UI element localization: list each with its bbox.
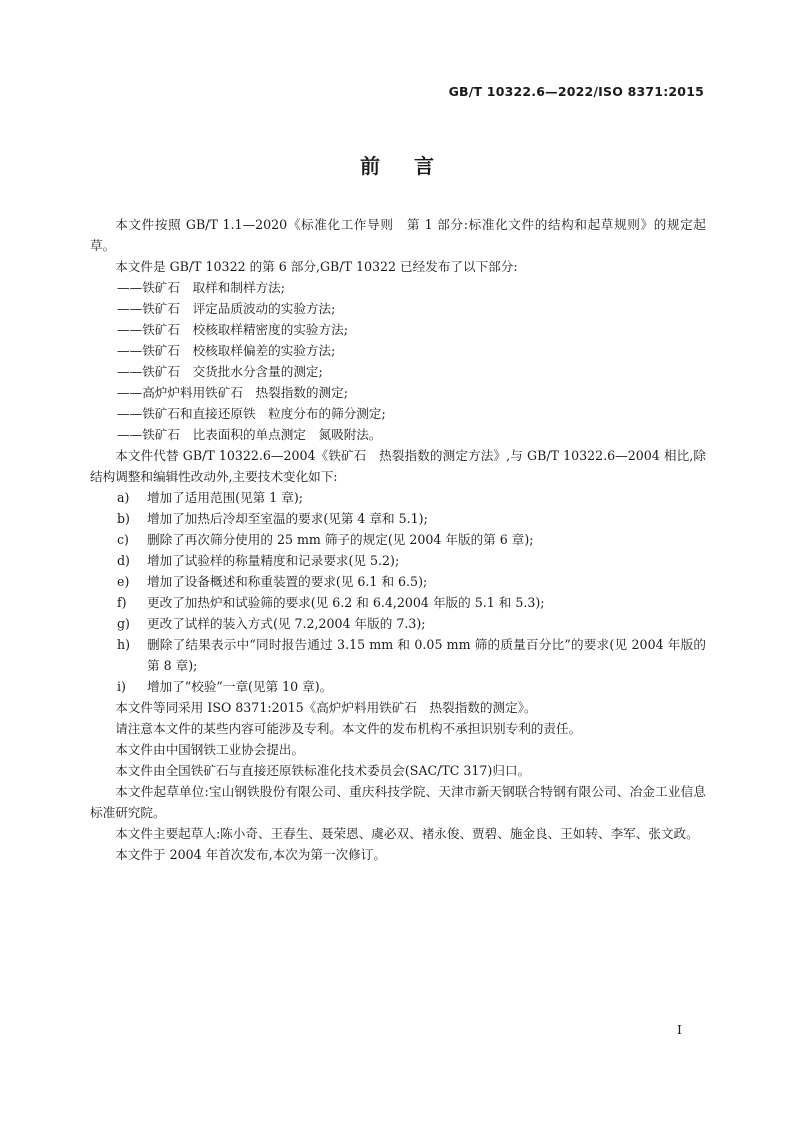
paragraph: 本文件按照 GB/T 1.1—2020《标准化工作导则 第 1 部分:标准化文件的结构和起草规则》的规定起草。 (90, 217, 706, 253)
change-text: 增加了“校验”一章(见第 10 章)。 (147, 679, 333, 694)
change-label: c) (117, 532, 129, 547)
change-item (90, 487, 706, 508)
change-item (90, 634, 706, 676)
change-item (90, 613, 706, 634)
paragraph: 本文件主要起草人:陈小奇、王春生、聂荣恩、虞必双、褚永俊、贾碧、施金良、王如转、李军、张文政。 (115, 826, 699, 841)
paragraph: 本文件由中国钢铁工业协会提出。 (115, 742, 305, 757)
part-list-item: ——铁矿石 校核取样偏差的实验方法; (117, 343, 336, 358)
change-label: e) (117, 574, 130, 589)
document-body (90, 214, 706, 865)
change-text: 增加了试验样的称量精度和记录要求(见 5.2); (147, 553, 400, 568)
change-label: g) (117, 616, 130, 631)
paragraph: 请注意本文件的某些内容可能涉及专利。本文件的发布机构不承担识别专利的责任。 (115, 721, 582, 736)
change-text: 更改了试样的装入方式(见 7.2,2004 年版的 7.3); (147, 616, 426, 631)
paragraph: 本文件起草单位:宝山钢铁股份有限公司、重庆科技学院、天津市新天钢联合特钢有限公司、冶金工业信息标准研究院。 (90, 784, 706, 820)
change-text: 更改了加热炉和试验筛的要求(见 6.2 和 6.4,2004 年版的 5.1 和 5.3); (147, 595, 545, 610)
paragraph: 本文件由全国铁矿石与直接还原铁标准化技术委员会(SAC/TC 317)归口。 (115, 763, 531, 778)
change-text: 增加了加热后冷却至室温的要求(见第 4 章和 5.1); (147, 511, 428, 526)
part-list-item: ——铁矿石和直接还原铁 粒度分布的筛分测定; (117, 406, 386, 421)
change-text: 删除了结果表示中“同时报告通过 3.15 mm 和 0.05 mm 筛的质量百分比”的要求(见 2004 年版的第 8 章); (147, 637, 706, 673)
paragraph: 本文件是 GB/T 10322 的第 6 部分,GB/T 10322 已经发布了以下部分: (115, 259, 518, 274)
part-list-item: ——高炉炉料用铁矿石 热裂指数的测定; (117, 385, 348, 400)
change-item (90, 529, 706, 550)
change-label: f) (117, 595, 127, 610)
change-text: 增加了适用范围(见第 1 章); (147, 490, 304, 505)
standard-code: GB/T 10322.6—2022/ISO 8371:2015 (448, 84, 704, 99)
change-item (90, 508, 706, 529)
change-text: 删除了再次筛分使用的 25 mm 筛子的规定(见 2004 年版的第 6 章); (147, 532, 534, 547)
page-title: 前言 (360, 154, 468, 178)
part-list-item: ——铁矿石 取样和制样方法; (117, 280, 285, 295)
paragraph: 本文件于 2004 年首次发布,本次为第一次修订。 (115, 847, 386, 862)
change-item (90, 550, 706, 571)
change-text: 增加了设备概述和称重装置的要求(见 6.1 和 6.5); (147, 574, 428, 589)
change-label: b) (117, 511, 130, 526)
part-list-item: ——铁矿石 校核取样精密度的实验方法; (117, 322, 348, 337)
change-item (90, 676, 706, 697)
change-item (90, 571, 706, 592)
page-number: I (677, 1022, 682, 1037)
part-list-item: ——铁矿石 评定品质波动的实验方法; (117, 301, 336, 316)
change-label: i) (117, 679, 126, 694)
change-label: d) (117, 553, 130, 568)
paragraph: 本文件代替 GB/T 10322.6—2004《铁矿石 热裂指数的测定方法》,与 GB/T 10322.6—2004 相比,除结构调整和编辑性改动外,主要技术变化如下: (90, 448, 706, 484)
change-label: h) (117, 637, 131, 652)
part-list-item: ——铁矿石 比表面积的单点测定 氮吸附法。 (117, 427, 382, 442)
part-list-item: ——铁矿石 交货批水分含量的测定; (117, 364, 323, 379)
change-label: a) (117, 490, 130, 505)
paragraph: 本文件等同采用 ISO 8371:2015《高炉炉料用铁矿石 热裂指数的测定》。 (115, 700, 537, 715)
change-item (90, 592, 706, 613)
